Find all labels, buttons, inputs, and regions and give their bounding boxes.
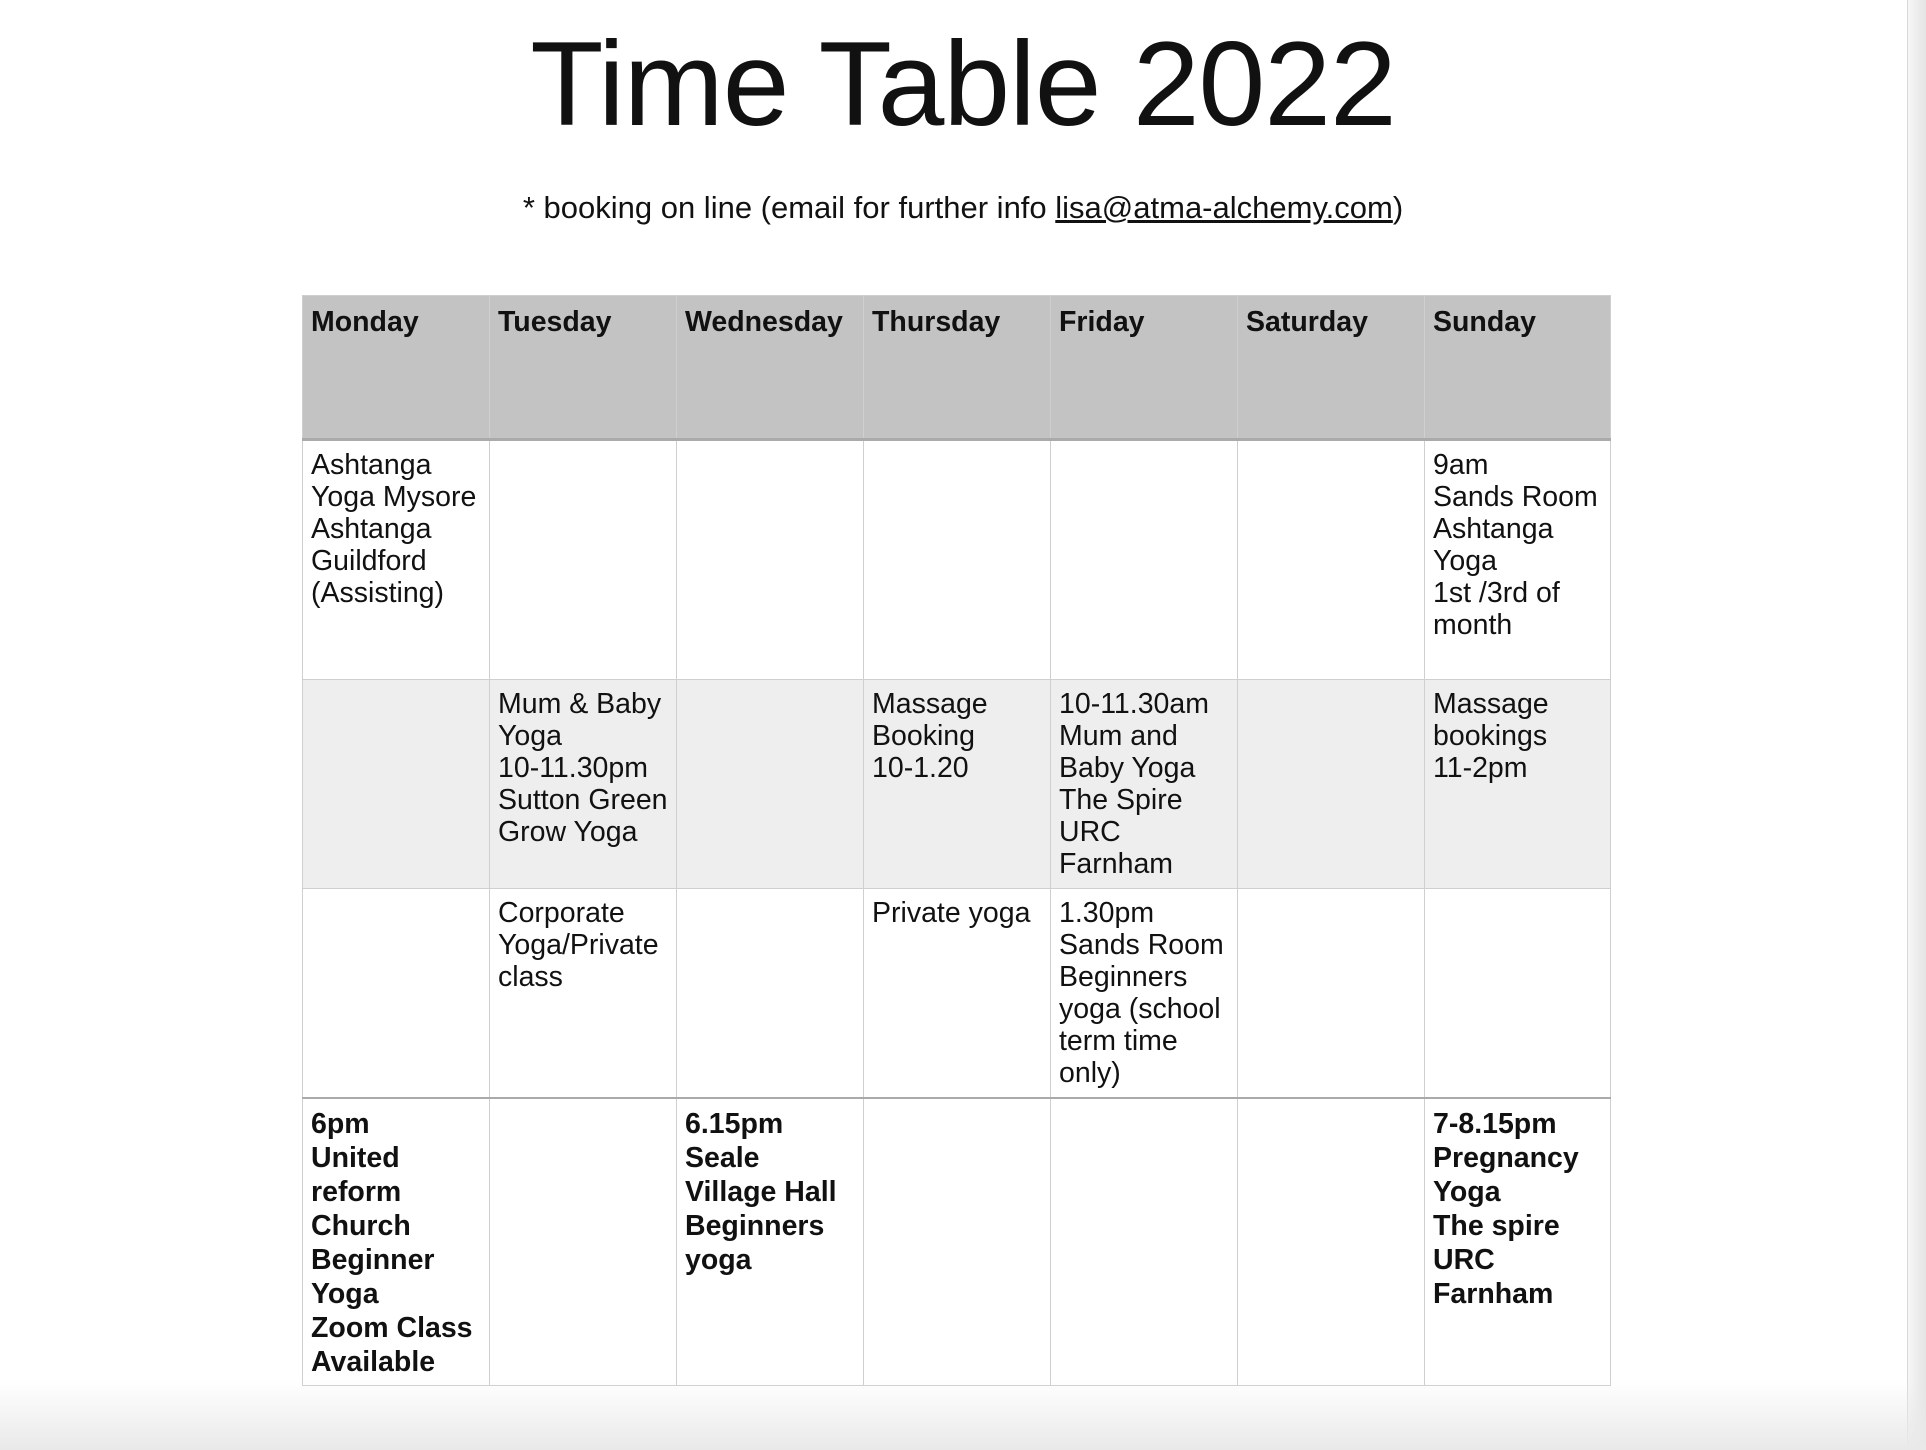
cell-tuesday: Mum & Baby Yoga 10-11.30pm Sutton Green Grow Yoga bbox=[490, 680, 677, 889]
window-edge bbox=[1907, 0, 1926, 1450]
bottom-shadow bbox=[0, 1380, 1926, 1450]
booking-note-text: * booking on line (email for further info bbox=[522, 190, 1056, 225]
cell-tuesday: Corporate Yoga/Private class bbox=[490, 889, 677, 1099]
header-sunday: Sunday bbox=[1425, 296, 1611, 440]
header-wednesday: Wednesday bbox=[677, 296, 864, 440]
header-row bbox=[303, 296, 1611, 440]
cell-wednesday bbox=[677, 680, 864, 889]
cell-saturday bbox=[1238, 440, 1425, 680]
cell-monday: 6pm United reform Church Beginner Yoga Zoom Class Available bbox=[303, 1098, 490, 1386]
cell-friday: 1.30pm Sands Room Beginners yoga (school term time only) bbox=[1051, 889, 1238, 1099]
cell-monday bbox=[303, 680, 490, 889]
email-link[interactable]: lisa@atma-alchemy.com bbox=[1055, 190, 1393, 225]
cell-thursday bbox=[864, 440, 1051, 680]
cell-monday: Ashtanga Yoga Mysore Ashtanga Guildford (Assisting) bbox=[303, 440, 490, 680]
cell-saturday bbox=[1238, 1098, 1425, 1386]
cell-friday bbox=[1051, 1098, 1238, 1386]
table-row bbox=[303, 680, 1611, 889]
header-monday: Monday bbox=[303, 296, 490, 440]
header-saturday: Saturday bbox=[1238, 296, 1425, 440]
booking-note bbox=[0, 188, 1926, 228]
booking-note-suffix: ) bbox=[1392, 190, 1404, 225]
cell-saturday bbox=[1238, 680, 1425, 889]
header-friday: Friday bbox=[1051, 296, 1238, 440]
cell-saturday bbox=[1238, 889, 1425, 1099]
cell-friday: 10-11.30am Mum and Baby Yoga The Spire URC Farnham bbox=[1051, 680, 1238, 889]
cell-thursday bbox=[864, 1098, 1051, 1386]
cell-monday bbox=[303, 889, 490, 1099]
cell-sunday: 9am Sands Room Ashtanga Yoga 1st /3rd of month bbox=[1425, 440, 1611, 680]
page-title: Time Table 2022 bbox=[530, 17, 1396, 151]
cell-wednesday: 6.15pm Seale Village Hall Beginners yoga bbox=[677, 1098, 864, 1386]
cell-sunday: 7-8.15pm Pregnancy Yoga The spire URC Farnham bbox=[1425, 1098, 1611, 1386]
cell-tuesday bbox=[490, 1098, 677, 1386]
cell-friday bbox=[1051, 440, 1238, 680]
table-row bbox=[303, 889, 1611, 1099]
timetable bbox=[302, 295, 1611, 1386]
table-row bbox=[303, 1098, 1611, 1386]
cell-thursday: Massage Booking 10-1.20 bbox=[864, 680, 1051, 889]
cell-sunday bbox=[1425, 889, 1611, 1099]
table-row bbox=[303, 440, 1611, 680]
cell-sunday: Massage bookings 11-2pm bbox=[1425, 680, 1611, 889]
cell-wednesday bbox=[677, 440, 864, 680]
cell-tuesday bbox=[490, 440, 677, 680]
cell-wednesday bbox=[677, 889, 864, 1099]
header-thursday: Thursday bbox=[864, 296, 1051, 440]
header-tuesday: Tuesday bbox=[490, 296, 677, 440]
cell-thursday: Private yoga bbox=[864, 889, 1051, 1099]
